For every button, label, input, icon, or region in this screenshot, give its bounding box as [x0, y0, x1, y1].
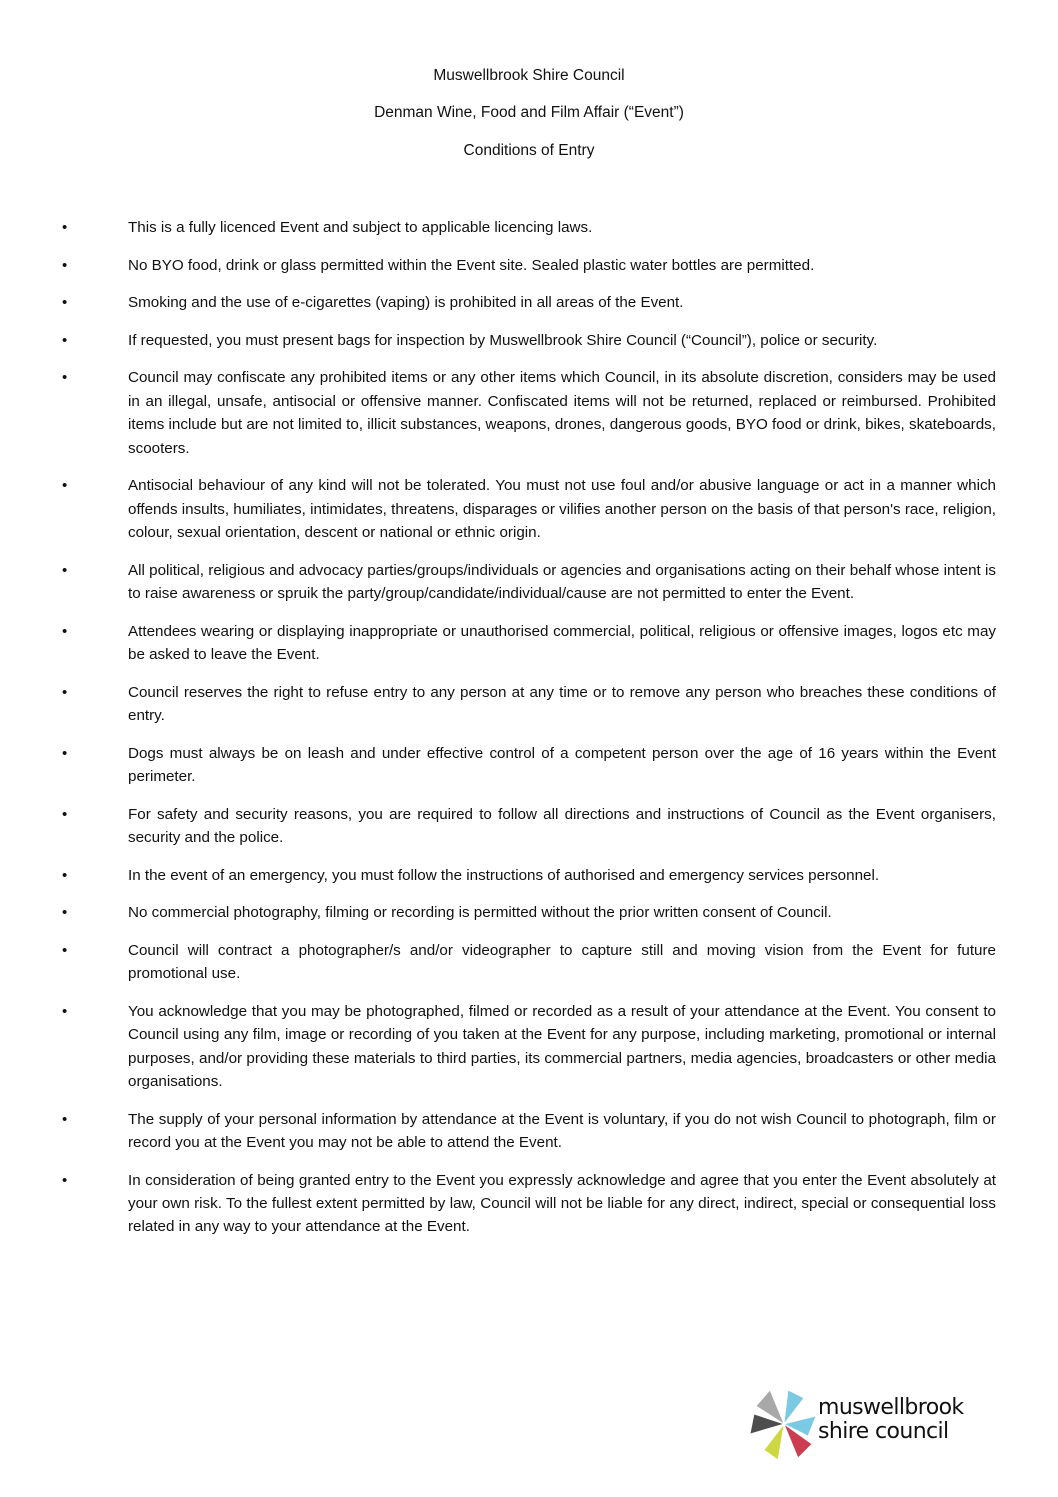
condition-text: Smoking and the use of e-cigarettes (vaping) is prohibited in all areas of the Event. — [128, 294, 684, 312]
condition-item — [58, 620, 996, 667]
logo-wordmark — [818, 1396, 964, 1444]
bullet-point: • — [62, 369, 68, 387]
bullet-point: • — [62, 477, 68, 495]
condition-item — [58, 681, 996, 728]
condition-item — [58, 559, 996, 606]
condition-item — [58, 901, 996, 924]
condition-item — [58, 474, 996, 544]
condition-item — [58, 1000, 996, 1094]
bullet-point: • — [62, 744, 68, 762]
condition-text: No BYO food, drink or glass permitted within the Event site. Sealed plastic water bottles are permitted. — [128, 256, 815, 274]
bullet-point: • — [62, 866, 68, 884]
bullet-point: • — [62, 256, 68, 274]
bullet-point: • — [62, 331, 68, 349]
bullet-point: • — [62, 294, 68, 312]
condition-text: Attendees wearing or displaying inappropriate or unauthorised commercial, political, religious or offensive images, logos etc may be asked to leave the Event. — [128, 622, 996, 663]
bullet-point: • — [62, 683, 68, 701]
bullet-point: • — [62, 1171, 68, 1189]
condition-text: This is a fully licenced Event and subject to applicable licencing laws. — [128, 219, 593, 236]
bullet-point: • — [62, 622, 68, 640]
conditions-list — [58, 216, 996, 1253]
organisation-name: Muswellbrook Shire Council — [433, 67, 625, 84]
condition-item — [58, 939, 996, 986]
condition-item — [58, 291, 996, 314]
condition-text: Council reserves the right to refuse entry to any person at any time or to remove any person who breaches these conditions of entry. — [128, 683, 996, 724]
condition-item — [58, 742, 996, 789]
condition-text: The supply of your personal information by attendance at the Event is voluntary, if you do not wish Council to photograph, film or record you at the Event you may not be able to attend the Event. — [128, 1110, 996, 1151]
condition-text: No commercial photography, filming or recording is permitted without the prior written consent of Council. — [128, 904, 832, 922]
bullet-point: • — [62, 805, 68, 823]
bullet-point: • — [62, 904, 68, 922]
condition-text: In consideration of being granted entry to the Event you expressly acknowledge and agree that you enter the Event absolutely at your own risk. To the fullest extent permitted by law, Council will not be liable for any direct, indirect, special or consequential loss related in any way to your attendance at the Event. — [128, 1171, 996, 1236]
document-title: Conditions of Entry — [463, 142, 595, 159]
condition-text: In the event of an emergency, you must follow the instructions of authorised and emergency services personnel. — [128, 866, 880, 884]
council-logo — [748, 1386, 988, 1462]
condition-text: All political, religious and advocacy parties/groups/individuals or agencies and organisations acting on their behalf whose intent is to raise awareness or spruik the party/group/candidate/individual/cause are not permitted to enter the Event. — [128, 561, 996, 602]
star-petal-logo-icon — [748, 1386, 820, 1462]
condition-item — [58, 1169, 996, 1239]
condition-text: You acknowledge that you may be photographed, filmed or recorded as a result of your attendance at the Event. You consent to Council using any film, image or recording of you taken at the Event for any purpose, including marketing, promotional or internal purposes, and/or providing these materials to third parties, its commercial partners, media agencies, broadcasters or other media organisations. — [128, 1002, 996, 1090]
condition-text: Council may confiscate any prohibited items or any other items which Council, in its absolute discretion, considers may be used in an illegal, unsafe, antisocial or offensive manner. Confiscated items will not be returned, replaced or reimbursed. Prohibited items include but are not limited to, illicit substances, weapons, drones, dangerous goods, BYO food or drink, bikes, skateboards, scooters. — [128, 369, 996, 457]
condition-item — [58, 216, 996, 239]
bullet-point: • — [62, 219, 68, 236]
bullet-point: • — [62, 1002, 68, 1020]
condition-item — [58, 254, 996, 277]
condition-text: Antisocial behaviour of any kind will not be tolerated. You must not use foul and/or abusive language or act in a manner which offends insults, humiliates, intimidates, threatens, disparages or vilifies another person on the basis of that person's race, religion, colour, sexual orientation, descent or national or ethnic origin. — [128, 477, 996, 541]
condition-text: If requested, you must present bags for inspection by Muswellbrook Shire Council (“Council”), police or security. — [128, 331, 878, 349]
condition-item — [58, 1108, 996, 1155]
bullet-point: • — [62, 561, 68, 579]
condition-text: For safety and security reasons, you are required to follow all directions and instructions of Council as the Event organisers, security and the police. — [128, 805, 996, 846]
condition-text: Dogs must always be on leash and under effective control of a competent person over the age of 16 years within the Event perimeter. — [128, 744, 996, 785]
event-title: Denman Wine, Food and Film Affair (“Event”) — [374, 104, 684, 121]
condition-text: Council will contract a photographer/s and/or videographer to capture still and moving vision from the Event for future promotional use. — [128, 941, 996, 983]
condition-item — [58, 803, 996, 850]
logo-line-1: muswellbrook — [818, 1395, 964, 1420]
bullet-point: • — [62, 941, 68, 959]
bullet-point: • — [62, 1110, 68, 1128]
condition-item — [58, 366, 996, 460]
condition-item — [58, 329, 996, 352]
condition-item — [58, 864, 996, 887]
logo-line-2: shire council — [818, 1419, 949, 1444]
